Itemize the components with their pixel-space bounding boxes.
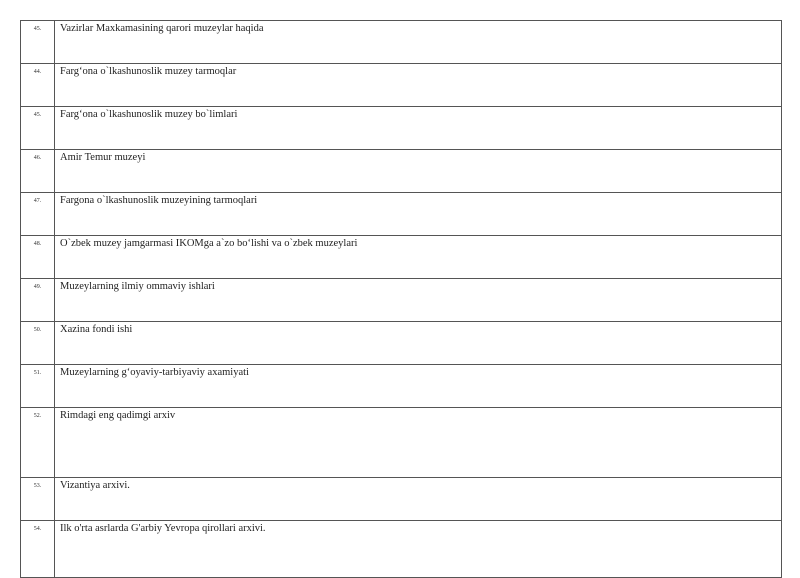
table-row <box>21 107 782 150</box>
row-text: Vizantiya arxivi. <box>55 478 782 521</box>
row-number: 51. <box>21 365 55 408</box>
row-number: 45. <box>21 21 55 64</box>
row-text: Fargona o`lkashunoslik muzeyining tarmoqlari <box>55 193 782 236</box>
row-text: O`zbek muzey jamgarmasi IKOMga a`zo bo‘lishi va o`zbek muzeylari <box>55 236 782 279</box>
table-row <box>21 478 782 521</box>
row-number: 45. <box>21 107 55 150</box>
table-row <box>21 521 782 578</box>
row-text: Xazina fondi ishi <box>55 322 782 365</box>
row-text: Muzeylarning ilmiy ommaviy ishlari <box>55 279 782 322</box>
row-number: 47. <box>21 193 55 236</box>
row-number: 49. <box>21 279 55 322</box>
questions-table <box>20 20 782 578</box>
row-number: 52. <box>21 408 55 478</box>
table-row <box>21 236 782 279</box>
row-text: Amir Temur muzeyi <box>55 150 782 193</box>
row-text: Rimdagi eng qadimgi arxiv <box>55 408 782 478</box>
row-number: 44. <box>21 64 55 107</box>
table-row <box>21 193 782 236</box>
row-number: 46. <box>21 150 55 193</box>
row-text: Farg‘ona o`lkashunoslik muzey tarmoqlar <box>55 64 782 107</box>
row-number: 54. <box>21 521 55 578</box>
row-text: Vazirlar Maxkamasining qarori muzeylar haqida <box>55 21 782 64</box>
table-row <box>21 408 782 478</box>
row-text: Ilk o'rta asrlarda G'arbiy Yevropa qirollari arxivi. <box>55 521 782 578</box>
table-row <box>21 322 782 365</box>
table-row <box>21 64 782 107</box>
row-text: Muzeylarning g‘oyaviy-tarbiyaviy axamiyati <box>55 365 782 408</box>
table-row <box>21 150 782 193</box>
table-row <box>21 279 782 322</box>
row-number: 48. <box>21 236 55 279</box>
table-row <box>21 365 782 408</box>
row-number: 53. <box>21 478 55 521</box>
row-number: 50. <box>21 322 55 365</box>
row-text: Farg‘ona o`lkashunoslik muzey bo`limlari <box>55 107 782 150</box>
table-row <box>21 21 782 64</box>
